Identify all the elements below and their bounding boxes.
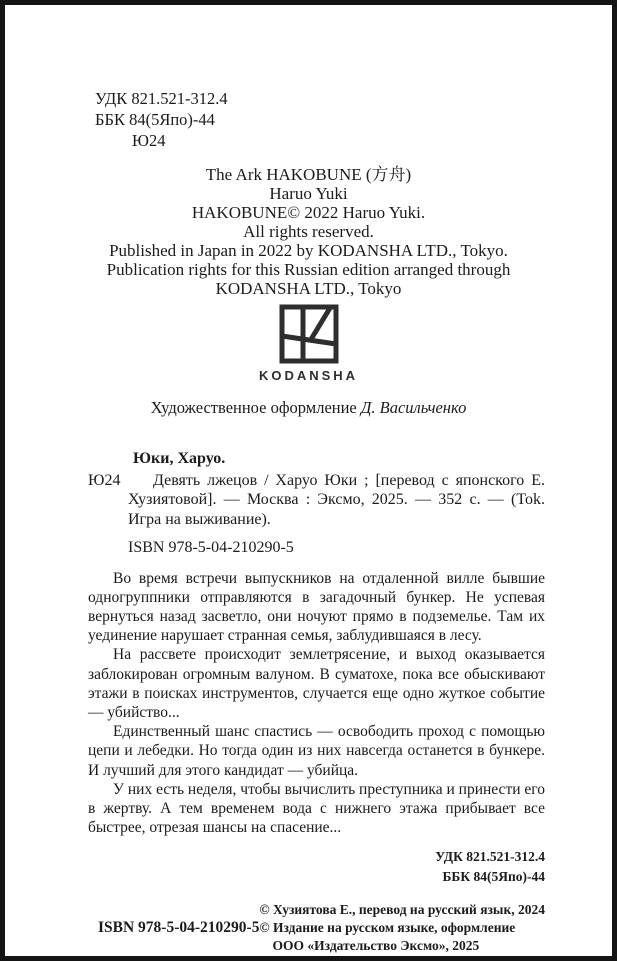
copyright-line-translation: © Хузиятова Е., перевод на русский язык, 2024 [259, 902, 545, 918]
udk-code: УДК 821.521-312.4 [95, 89, 228, 108]
annotation-paragraph: Во время встречи выпускников на отдаленной вилле бывшие одногруппники отправляются в загадочный бункер. Не успевая вернуться назад засветло, они ночуют прямо в подземелье. Там их уединение нарушает странная семья, заблудившаяся в лесу. [88, 569, 545, 645]
design-credit-label: Художественное оформление [150, 398, 361, 417]
rights-reserved-line: All rights reserved. [243, 222, 374, 241]
author-sign: Ю24 [132, 131, 166, 150]
copyright-notices [260, 901, 545, 955]
publisher-logo [5, 304, 612, 383]
annotation-paragraph: Единственный шанс спастись — освободить проход с помощью цепи и лебедки. Но тогда один из них навсегда останется в бункере. И лучший для этого кандидат — убийца. [88, 723, 545, 779]
annotation-paragraph: На рассвете происходит землетрясение, и выход оказывается заблокирован огромным валуном. В суматохе, пока все обыскивают этажи в поисках инструментов, случается еще одно жуткое событие — убийство... [88, 646, 545, 721]
kodansha-line: KODANSHA LTD., Tokyo [215, 279, 402, 298]
imprint-page [5, 5, 612, 956]
annotation-paragraph: У них есть неделя, чтобы вычислить преступника и принести его в жертву. А тем временем вода с нижнего этажа прибывает все быстрее, отрезая шансы на спасение... [88, 780, 545, 837]
bbk-code: ББК 84(5Япо)-44 [95, 110, 215, 129]
original-author-line: Haruo Yuki [269, 184, 348, 203]
bibliographic-entry [5, 449, 612, 558]
copyright-line-edition: © Издание на русском языке, оформление [259, 920, 516, 936]
bbk-code-bottom: ББК 84(5Япо)-44 [442, 869, 545, 885]
original-title-line: The Ark HAKOBUNE (方舟) [205, 165, 412, 184]
bottom-classification-block [5, 847, 612, 887]
top-classification-block [5, 5, 612, 151]
udk-code-bottom: УДК 821.521-312.4 [435, 849, 545, 865]
author-heading: Юки, Харуо. [133, 450, 226, 467]
bottom-isbn: ISBN 978-5-04-210290-5 [98, 919, 260, 937]
copyright-line-publisher: ООО «Издательство Эксмо», 2025 [272, 938, 480, 954]
publication-rights-line: Publication rights for this Russian edition arranged through [106, 260, 511, 279]
foreign-copyright-block [5, 165, 612, 298]
isbn-entry: ISBN 978-5-04-210290-5 [128, 539, 294, 556]
bibliographic-description: Девять лжецов / Харуо Юки ; [перевод с японского Е. Хузиятовой]. — Москва : Эксмо, 2025. — 352 с. — (Tok. Игра на выживание). [128, 471, 545, 528]
publisher-wordmark: KODANSHA [258, 368, 359, 383]
imprint-row [5, 901, 612, 955]
designer-name: Д. Васильченко [360, 398, 467, 417]
author-sign-margin: Ю24 [88, 471, 121, 489]
kodansha-logo-icon [5, 304, 612, 364]
original-copyright-line: HAKOBUNE© 2022 Haruo Yuki. [191, 203, 426, 222]
annotation-block [5, 569, 612, 838]
design-credit [5, 398, 612, 418]
published-line: Published in Japan in 2022 by KODANSHA LTD., Tokyo. [109, 241, 508, 260]
